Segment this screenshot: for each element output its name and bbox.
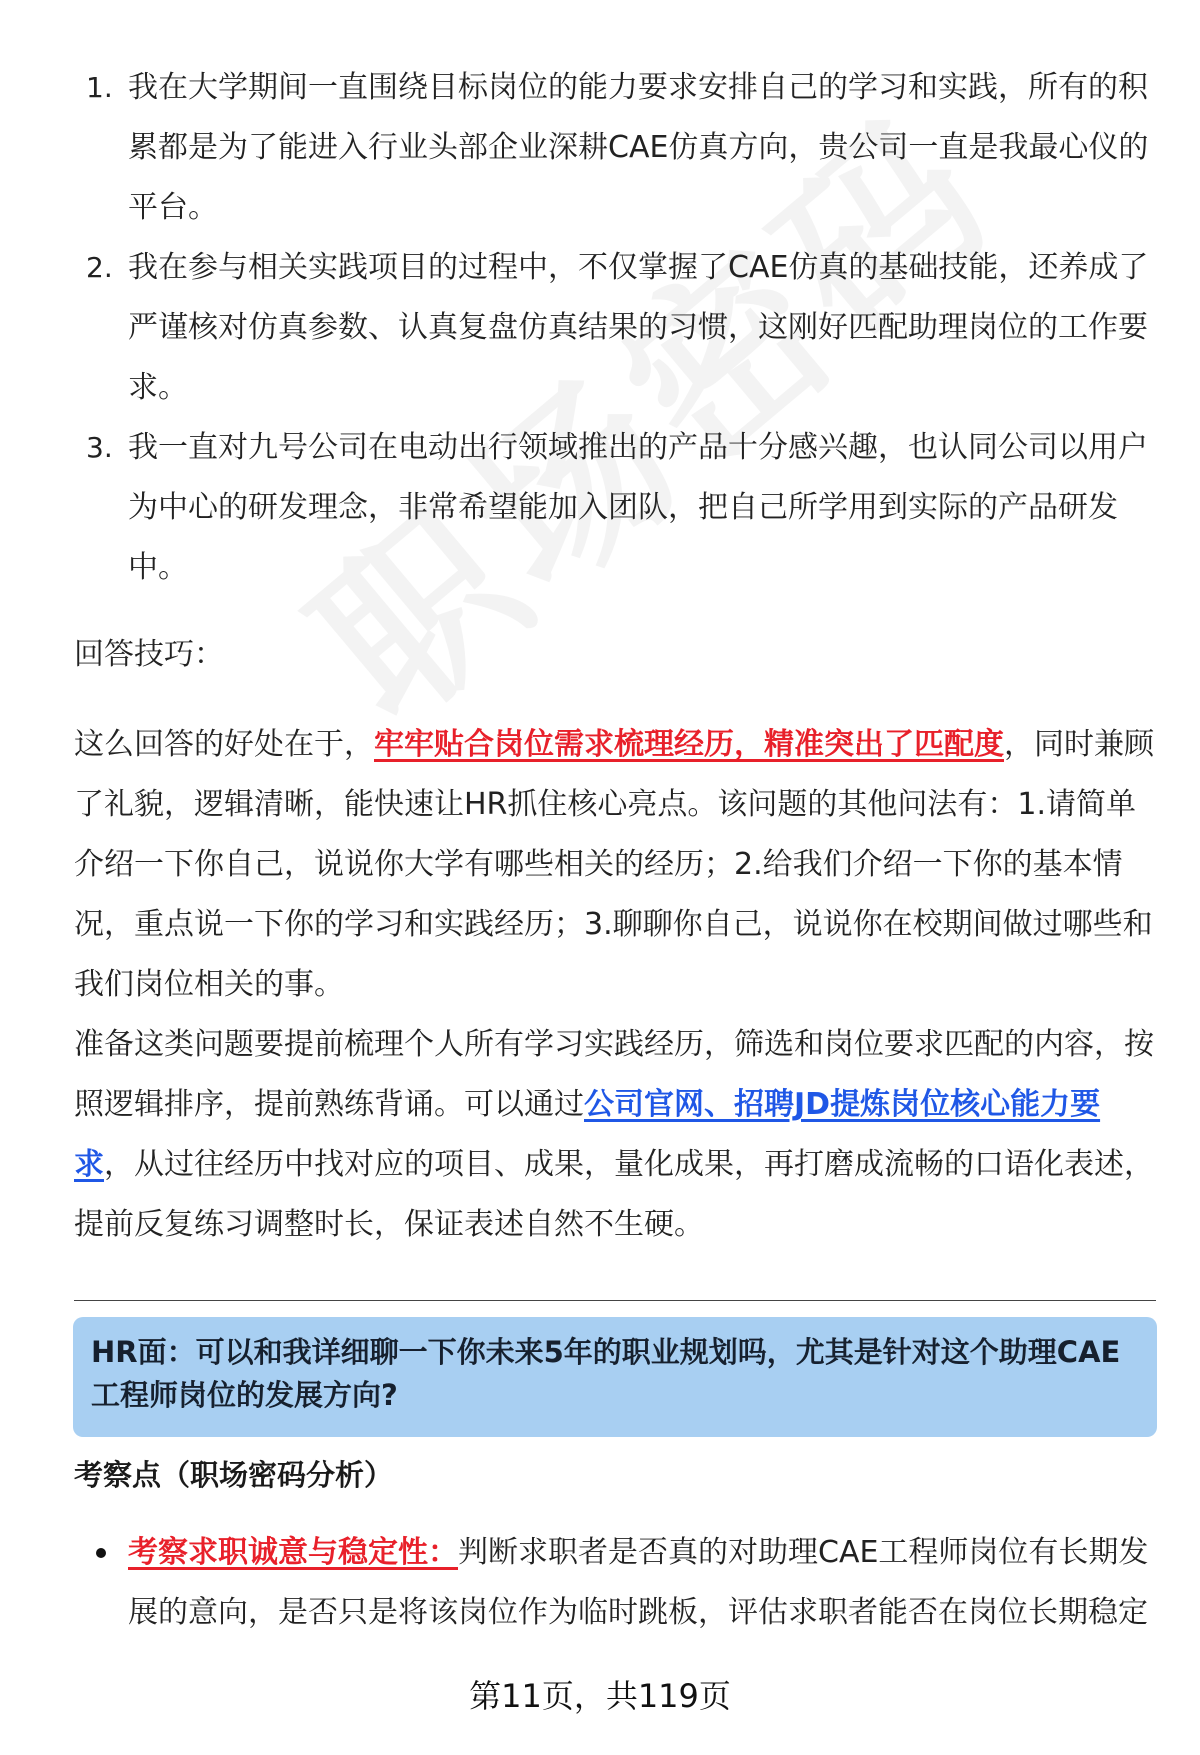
answer-text: 我在大学期间一直围绕目标岗位的能力要求安排自己的学习和实践，所有的积累都是为了能进入行业头部企业深耕CAE仿真方向，贵公司一直是我最心仪的平台。 [128,70,1149,225]
answer-list [74,58,1154,598]
analysis-list [74,1523,1156,1643]
highlight-blue: 公司官网、招聘JD提炼岗位核心能力要求 [74,1087,1101,1182]
page-footer: 第11页，共119页 [469,1677,731,1715]
tips-text: 这么回答的好处在于， [74,727,374,762]
tips-body [74,715,1156,1255]
answer-text: 我一直对九号公司在电动出行领域推出的产品十分感兴趣，也认同公司以用户为中心的研发理念，非常希望能加入团队，把自己所学用到实际的产品研发中。 [128,430,1148,585]
tips-text: ，同时兼顾了礼貌，逻辑清晰，能快速让HR抓住核心亮点。该问题的其他问法有：1.请简单介绍一下你自己，说说你大学有哪些相关的经历；2.给我们介绍一下你的基本情况，重点说一下你的学习和实践经历；3.聊聊你自己，说说你在校期间做过哪些和我们岗位相关的事。 [74,727,1154,1002]
tips-paragraph-1 [74,715,1156,1015]
answer-item-2 [74,238,1154,418]
tips-text: ，从过往经历中找对应的项目、成果，量化成果，再打磨成流畅的口语化表述，提前反复练习调整时长，保证表述自然不生硬。 [74,1147,1154,1242]
tips-text: 准备这类问题要提前梳理个人所有学习实践经历，筛选和岗位要求匹配的内容，按照逻辑排序，提前熟练背诵。可以通过 [74,1027,1154,1122]
list-number: 1. [86,71,113,104]
section-divider [74,1300,1156,1301]
analysis-label: 考察求职诚意与稳定性： [128,1535,458,1570]
tips-paragraph-2 [74,1015,1156,1255]
answer-item-3 [74,418,1154,598]
hr-question: HR面：可以和我详细聊一下你未来5年的职业规划吗，尤其是针对这个助理CAE工程师岗位的发展方向? [91,1335,1121,1412]
analysis-item [74,1523,1156,1643]
answer-text: 我在参与相关实践项目的过程中，不仅掌握了CAE仿真的基础技能，还养成了严谨核对仿真参数、认真复盘仿真结果的习惯，这刚好匹配助理岗位的工作要求。 [128,250,1149,405]
analysis-text: 判断求职者是否真的对助理CAE工程师岗位有长期发展的意向，是否只是将该岗位作为临时跳板，评估求职者能否在岗位长期稳定 [128,1535,1149,1630]
bullet-icon [96,1548,106,1558]
list-number: 3. [86,431,113,464]
answer-item-1 [74,58,1154,238]
hr-question-box [73,1317,1157,1437]
analysis-heading: 考察点（职场密码分析） [74,1458,394,1492]
list-number: 2. [86,251,113,284]
tips-label: 回答技巧： [74,637,224,672]
highlight-red: 牢牢贴合岗位需求梳理经历，精准突出了匹配度 [374,727,1004,762]
